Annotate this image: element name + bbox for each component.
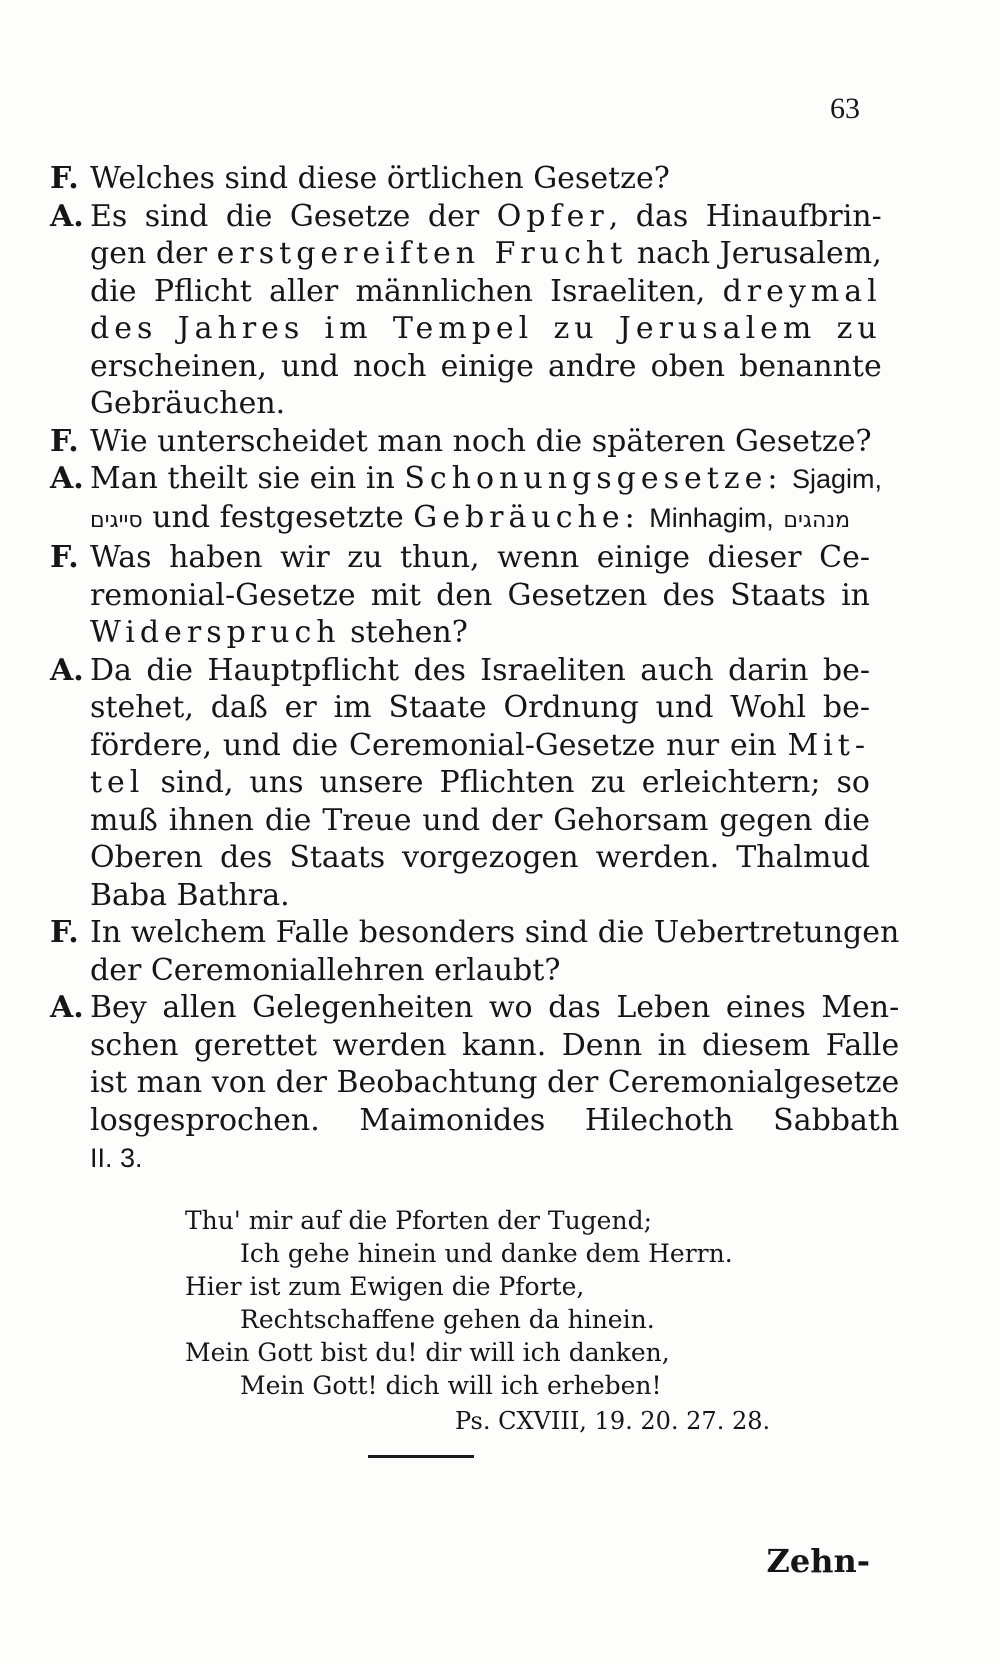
verse-line: Rechtschaffene gehen da hinein. <box>240 1305 655 1334</box>
text-line <box>90 839 870 877</box>
text-segment: Oberen des Staats vorgezogen werden. Thalmud <box>90 840 870 875</box>
verse-line: Ich gehe hinein und danke dem Herrn. <box>240 1239 733 1268</box>
text-segment: gen der <box>90 236 217 271</box>
verse-line: Mein Gott! dich will ich erheben! <box>240 1371 662 1400</box>
text-segment <box>774 500 784 535</box>
text-segment: des Jahres im Tempel zu Jerusalem zu <box>90 311 882 346</box>
text-line <box>90 1102 899 1140</box>
text-line <box>90 989 899 1027</box>
text-segment: , das Hinaufbrin- <box>608 198 882 234</box>
text-segment: In welchem Falle besonders sind die Uebertretungen <box>90 915 900 950</box>
answer-marker: A. <box>50 990 84 1025</box>
text-segment: Was haben wir zu thun, wenn einige dieser Ce- <box>90 540 870 575</box>
text-line <box>90 689 870 727</box>
psalm-citation: Ps. CXVIII, 19. 20. 27. 28. <box>455 1407 771 1435</box>
text-line <box>90 160 870 198</box>
text-line <box>90 499 882 540</box>
text-segment: schen gerettet werden kann. Denn in diesem Falle <box>90 1027 900 1063</box>
entry-text <box>90 652 870 915</box>
text-segment: Widerspruch <box>90 615 341 650</box>
answer-entry <box>50 989 900 1178</box>
section-divider <box>368 1455 474 1458</box>
text-segment: losgesprochen. Maimonides Hilechoth Sabbath <box>90 1102 900 1138</box>
text-segment: erscheinen, und noch einige andre oben benannte <box>90 348 882 384</box>
verse-line: Thu' mir auf die Pforten der Tugend; <box>185 1206 653 1235</box>
text-segment: Schonungsgesetze: <box>404 461 783 496</box>
text-line <box>90 310 882 348</box>
verse-line: Mein Gott bist du! dir will ich danken, <box>185 1338 670 1367</box>
text-segment: ist man von der Beobachtung der Ceremonialgesetze <box>90 1065 900 1100</box>
text-segment: Gebräuchen. <box>90 386 286 421</box>
text-segment <box>782 461 792 496</box>
text-line <box>90 652 870 690</box>
catechism-text <box>50 160 900 1178</box>
entry-text <box>90 460 882 539</box>
text-line <box>90 802 870 840</box>
text-segment: tel <box>90 765 145 800</box>
text-line <box>90 348 882 386</box>
page-number: 63 <box>830 92 860 125</box>
text-line <box>90 877 870 915</box>
text-line <box>90 539 870 577</box>
text-segment: stehet, daß er im Staate Ordnung und Wohl be- <box>90 690 870 725</box>
catchword: Zehn- <box>766 1542 870 1580</box>
question-marker: F. <box>50 540 79 575</box>
text-segment: die Pflicht aller männlichen Israeliten, <box>90 273 723 309</box>
text-line <box>90 764 870 802</box>
text-line <box>90 460 882 499</box>
entry-text <box>90 423 872 461</box>
text-segment: erstgereiften Frucht <box>216 236 628 271</box>
question-entry <box>50 160 870 198</box>
text-line <box>90 614 870 652</box>
text-line <box>90 1139 899 1178</box>
answer-marker: A. <box>50 461 84 496</box>
text-segment: und festgesetzte <box>142 499 414 535</box>
text-line <box>90 385 882 423</box>
text-segment: muß ihnen die Treue und der Gehorsam gegen die <box>90 802 870 838</box>
question-entry <box>50 423 870 461</box>
question-marker: F. <box>50 423 79 459</box>
text-line <box>90 423 872 461</box>
question-entry <box>50 539 870 652</box>
text-line <box>90 1027 899 1065</box>
text-segment: sind, uns unsere Pflichten zu erleichtern; so <box>144 765 870 800</box>
text-line <box>90 1064 899 1102</box>
text-segment: Wie unterscheidet man noch die späteren Gesetze? <box>90 423 872 459</box>
text-line <box>90 727 870 765</box>
text-segment: Bey allen Gelegenheiten wo das Leben eines Men- <box>90 990 900 1025</box>
question-entry <box>50 914 900 989</box>
text-segment: Welches sind diese örtlichen Gesetze? <box>90 161 670 196</box>
entry-text <box>90 989 899 1178</box>
text-segment: Gebräuche: <box>413 499 640 535</box>
answer-entry <box>50 198 882 423</box>
text-segment <box>640 500 650 535</box>
latin-term: II. 3. <box>90 1143 143 1173</box>
text-segment: stehen? <box>340 615 468 650</box>
text-segment: Man theilt sie ein in <box>90 461 405 496</box>
entry-text <box>90 539 870 652</box>
text-segment: remonial-Gesetze mit den Gesetzen des Staats in <box>90 577 870 613</box>
text-line <box>90 235 882 273</box>
answer-entry <box>50 652 870 915</box>
text-line <box>90 577 870 615</box>
latin-term: Sjagim, <box>792 464 883 494</box>
text-segment: Es sind die Gesetze der <box>90 198 497 234</box>
verse-line: Hier ist zum Ewigen die Pforte, <box>185 1272 585 1301</box>
text-segment: Da die Hauptpflicht des Israeliten auch darin be- <box>90 652 870 688</box>
hebrew-term: מנהגים <box>783 507 851 533</box>
text-line <box>90 273 882 311</box>
text-segment: dreymal <box>722 273 882 309</box>
text-line <box>90 952 899 990</box>
answer-marker: A. <box>50 198 84 234</box>
text-segment: fördere, und die Ceremonial-Gesetze nur ein <box>90 727 788 763</box>
question-marker: F. <box>50 161 79 196</box>
question-marker: F. <box>50 915 79 950</box>
latin-term: Minhagim, <box>649 502 774 533</box>
text-segment: Mit- <box>787 727 870 763</box>
text-line <box>90 198 882 236</box>
text-segment: nach Jerusalem, <box>627 236 882 271</box>
answer-entry <box>50 460 883 539</box>
hebrew-term: סייגים <box>90 507 143 533</box>
entry-text <box>90 198 882 423</box>
answer-marker: A. <box>50 652 84 688</box>
text-segment: Baba Bathra. <box>90 877 290 913</box>
entry-text <box>90 914 899 989</box>
text-segment: der Ceremoniallehren erlaubt? <box>90 952 561 988</box>
entry-text <box>90 160 870 198</box>
text-line <box>90 914 899 952</box>
text-segment: Opfer <box>496 198 609 234</box>
psalm-verse <box>185 1204 733 1402</box>
